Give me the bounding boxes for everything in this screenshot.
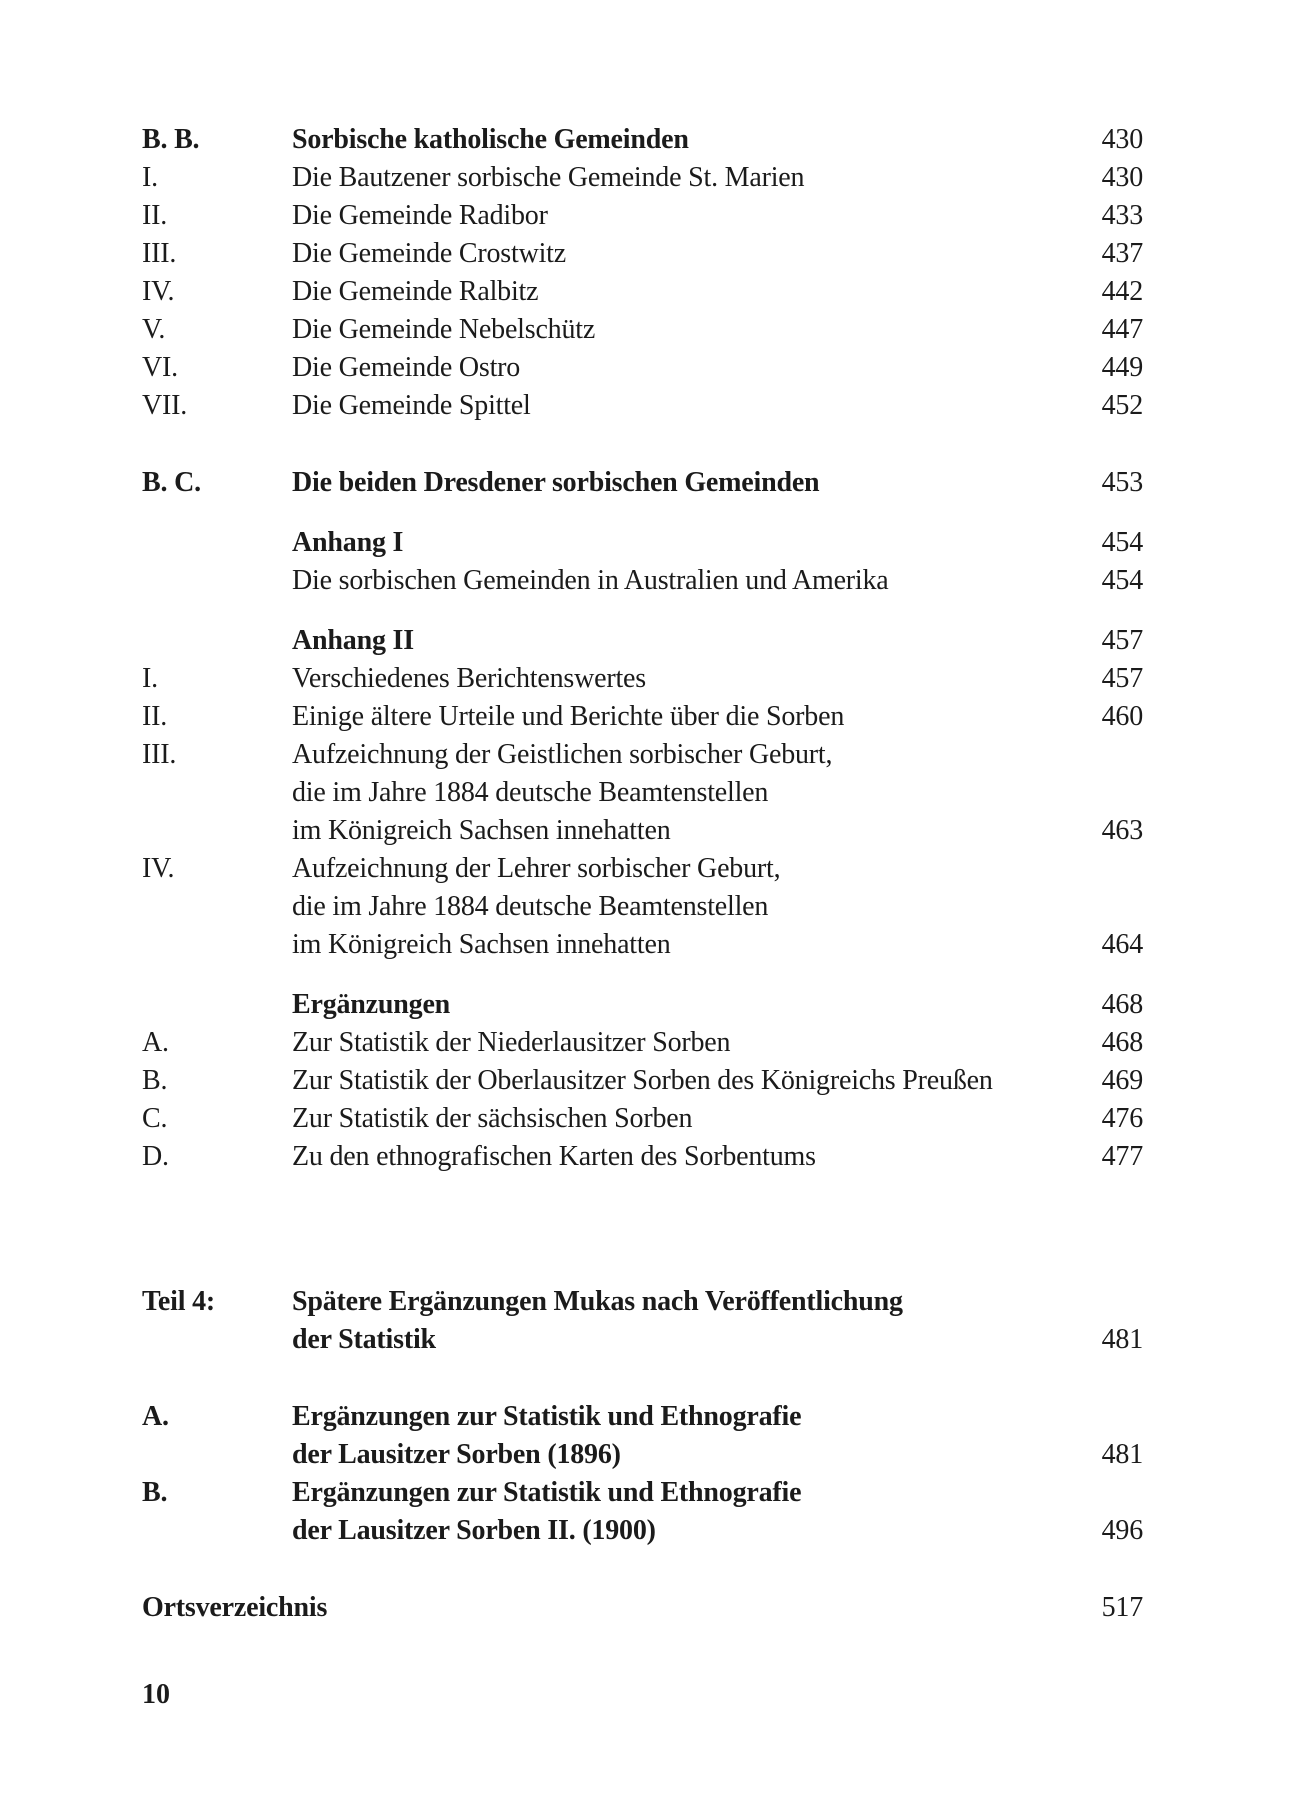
toc-entry [142, 1589, 1143, 1627]
toc-entry-label: B. C. [142, 467, 201, 498]
toc-entry-title: Spätere Ergänzungen Mukas nach Veröffentlichung [292, 1286, 903, 1317]
toc-entry-page: 457 [1101, 663, 1143, 694]
toc-entry [142, 986, 1143, 1024]
toc-entry-label: II. [142, 701, 168, 732]
toc-entry-label: B. [142, 1065, 168, 1096]
toc-line [142, 1512, 1143, 1550]
toc-entry [142, 736, 1143, 850]
toc-entry-label: IV. [142, 276, 175, 307]
toc-entry-page: 433 [1101, 200, 1143, 231]
toc-line [142, 774, 1143, 812]
toc-entry-label: II. [142, 200, 168, 231]
toc-entry-page: 454 [1101, 527, 1143, 558]
toc-entry-page: 468 [1101, 1027, 1143, 1058]
toc-entry-page: 464 [1101, 929, 1143, 960]
toc-entry-page: 454 [1101, 565, 1143, 596]
toc-entry [142, 121, 1143, 159]
toc-entry-page: 430 [1101, 162, 1143, 193]
toc-entry [142, 464, 1143, 502]
toc-entry-label: V. [142, 314, 166, 345]
toc-entry-page: 517 [1101, 1592, 1143, 1623]
toc-entry-page: 452 [1101, 390, 1143, 421]
toc-entry [142, 562, 1143, 600]
toc-entry [142, 660, 1143, 698]
toc-entry-page: 469 [1101, 1065, 1143, 1096]
toc-entry [142, 197, 1143, 235]
toc-entry-page: 457 [1101, 625, 1143, 656]
toc-entry-label: D. [142, 1141, 169, 1172]
toc-entry-title: Zu den ethnografischen Karten des Sorbentums [292, 1141, 816, 1172]
toc-entry-title: Sorbische katholische Gemeinden [292, 124, 689, 155]
toc-line [142, 562, 1143, 600]
toc-entry-label: I. [142, 663, 158, 694]
toc-line [142, 660, 1143, 698]
toc-entry-title: Anhang II [292, 625, 414, 656]
toc-entry-title: Die sorbischen Gemeinden in Australien und Amerika [292, 565, 889, 596]
toc-entry [142, 311, 1143, 349]
toc-entry-page: 430 [1101, 124, 1143, 155]
toc-entry-title: der Lausitzer Sorben (1896) [292, 1439, 621, 1470]
toc-entry [142, 1024, 1143, 1062]
toc-entry-page: 481 [1101, 1439, 1143, 1470]
toc-entry-label: VI. [142, 352, 178, 383]
toc-entry-label: B. B. [142, 124, 200, 155]
toc-entry-title: im Königreich Sachsen innehatten [292, 929, 671, 960]
toc-line [142, 888, 1143, 926]
toc-entry [142, 1283, 1143, 1359]
toc-entry-title: Zur Statistik der Oberlausitzer Sorben des Königreichs Preußen [292, 1065, 993, 1096]
toc-entry-title: Einige ältere Urteile und Berichte über die Sorben [292, 701, 845, 732]
toc-entry-page: 496 [1101, 1515, 1143, 1546]
toc-line [142, 159, 1143, 197]
toc-line [142, 387, 1143, 425]
toc-entry-title: Die Gemeinde Ostro [292, 352, 521, 383]
toc-entry-page: 442 [1101, 276, 1143, 307]
toc-entry-label: I. [142, 162, 158, 193]
toc-entry-title: Die Gemeinde Crostwitz [292, 238, 566, 269]
toc-line [142, 986, 1143, 1024]
toc-entry [142, 524, 1143, 562]
toc-line [142, 524, 1143, 562]
toc-entry-label: C. [142, 1103, 168, 1134]
toc-entry-title: Die Gemeinde Ralbitz [292, 276, 539, 307]
toc-line [142, 850, 1143, 888]
toc-entry-page: 460 [1101, 701, 1143, 732]
toc-entry-title: der Statistik [292, 1324, 436, 1355]
page-number: 10 [142, 1679, 170, 1710]
toc-entry-page: 481 [1101, 1324, 1143, 1355]
toc-entry-page: 476 [1101, 1103, 1143, 1134]
toc-entry-title: Die beiden Dresdener sorbischen Gemeinden [292, 467, 820, 498]
toc-entry-title: im Königreich Sachsen innehatten [292, 815, 671, 846]
toc-entry-page: 463 [1101, 815, 1143, 846]
toc-line [142, 1474, 1143, 1512]
toc-entry-title: Die Gemeinde Radibor [292, 200, 548, 231]
toc-entry-page: 453 [1101, 467, 1143, 498]
toc-entry-page: 437 [1101, 238, 1143, 269]
toc-line [142, 273, 1143, 311]
toc-entry [142, 1100, 1143, 1138]
toc-entry-title: Zur Statistik der sächsischen Sorben [292, 1103, 693, 1134]
toc-line [142, 736, 1143, 774]
toc-entry-title: Anhang I [292, 527, 404, 558]
toc-entry-label: Ortsverzeichnis [142, 1592, 328, 1623]
toc-entry [142, 159, 1143, 197]
toc-entry-title: Zur Statistik der Niederlausitzer Sorben [292, 1027, 731, 1058]
toc-line [142, 698, 1143, 736]
toc-entry-title: die im Jahre 1884 deutsche Beamtenstellen [292, 891, 769, 922]
toc-line [142, 1436, 1143, 1474]
toc-entry-title: Verschiedenes Berichtenswertes [292, 663, 646, 694]
toc-entry-label: IV. [142, 853, 175, 884]
toc-entry [142, 1138, 1143, 1176]
toc-line [142, 622, 1143, 660]
toc-entry-title: die im Jahre 1884 deutsche Beamtenstellen [292, 777, 769, 808]
toc-entry [142, 622, 1143, 660]
toc-entry-label: III. [142, 739, 177, 770]
toc-line [142, 926, 1143, 964]
toc-entry [142, 1474, 1143, 1550]
toc-line [142, 121, 1143, 159]
toc-entry-title: Ergänzungen zur Statistik und Ethnografie [292, 1477, 802, 1508]
toc-line [142, 311, 1143, 349]
toc-line [142, 1138, 1143, 1176]
toc-entry [142, 850, 1143, 964]
toc-entry-title: Ergänzungen [292, 989, 451, 1020]
toc-entry [142, 1062, 1143, 1100]
toc-entry [142, 387, 1143, 425]
toc-entry-label: VII. [142, 390, 188, 421]
toc-entry-title: Die Bautzener sorbische Gemeinde St. Marien [292, 162, 805, 193]
toc-line [142, 812, 1143, 850]
toc-entry-page: 468 [1101, 989, 1143, 1020]
toc-entry-title: Die Gemeinde Spittel [292, 390, 531, 421]
toc-entry-title: Ergänzungen zur Statistik und Ethnografie [292, 1401, 802, 1432]
toc-line [142, 1100, 1143, 1138]
toc-entry-page: 447 [1101, 314, 1143, 345]
toc-entry-label: B. [142, 1477, 168, 1508]
toc-entry [142, 235, 1143, 273]
toc-entry-label: III. [142, 238, 177, 269]
toc-entry-title: Die Gemeinde Nebelschütz [292, 314, 596, 345]
toc-entry-label: A. [142, 1027, 169, 1058]
toc-entry-label: A. [142, 1401, 169, 1432]
toc-line [142, 1024, 1143, 1062]
toc-entry [142, 698, 1143, 736]
toc-line [142, 349, 1143, 387]
toc-entry [142, 349, 1143, 387]
toc-line [142, 1062, 1143, 1100]
toc-entry [142, 1398, 1143, 1474]
toc [142, 121, 1143, 1627]
toc-entry-title: der Lausitzer Sorben II. (1900) [292, 1515, 656, 1546]
toc-line [142, 1398, 1143, 1436]
toc-entry-title: Aufzeichnung der Geistlichen sorbischer Geburt, [292, 739, 833, 770]
toc-entry [142, 273, 1143, 311]
toc-line [142, 235, 1143, 273]
toc-line [142, 1283, 1143, 1321]
toc-line [142, 464, 1143, 502]
toc-entry-title: Aufzeichnung der Lehrer sorbischer Geburt, [292, 853, 781, 884]
toc-line [142, 1321, 1143, 1359]
toc-line [142, 1589, 1143, 1627]
toc-entry-label: Teil 4: [142, 1286, 216, 1317]
toc-entry-page: 449 [1101, 352, 1143, 383]
toc-line [142, 197, 1143, 235]
toc-entry-page: 477 [1101, 1141, 1143, 1172]
